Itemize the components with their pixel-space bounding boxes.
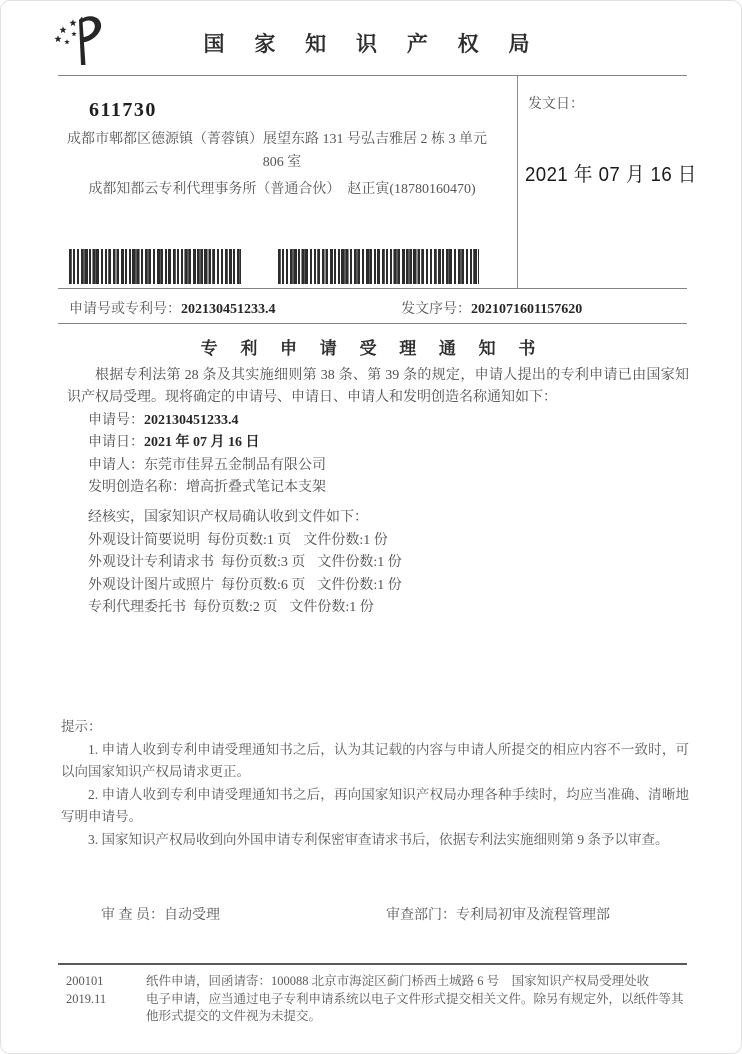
dispatch-box-divider [517, 75, 518, 288]
form-code: 200101 [66, 974, 104, 988]
doc-copies: 文件份数:1 份 [289, 600, 374, 616]
field-label: 申请人： [88, 457, 144, 473]
examiner-pair [101, 904, 220, 924]
doc-name: 外观设计简要说明 [88, 532, 200, 548]
dispatch-date-label: 发文日： [528, 97, 584, 112]
doc-copies: 文件份数:1 份 [303, 532, 388, 548]
paper-filing-note: 纸件申请，回函请寄：100088 北京市海淀区蓟门桥西土城路 6 号 国家知识产权局受理处收 [146, 974, 650, 988]
notice-fields [88, 410, 689, 500]
agency-line: 成都知都云专利代理事务所（普通合伙） 赵正寅(18780160470) [88, 182, 476, 197]
application-number-label: 申请号或专利号： [69, 302, 181, 317]
field-value: 增高折叠式笔记本支架 [186, 480, 326, 496]
received-item [88, 530, 689, 552]
doc-pages: 每份页数:6 页 [221, 577, 306, 593]
received-item [88, 552, 689, 574]
examiner-value: 自动受理 [164, 908, 220, 923]
doc-pages: 每份页数:3 页 [221, 555, 306, 571]
serial-number-label: 发文序号： [401, 302, 471, 317]
field-label: 申请号： [88, 412, 144, 428]
department-label: 审查部门： [386, 908, 456, 923]
tip-item: 1. 申请人收到专利申请受理通知书之后，认为其记载的内容与申请人所提交的相应内容不一致时，可以向国家知识产权局请求更正。 [61, 741, 689, 779]
received-intro: 经核实，国家知识产权局确认收到文件如下： [88, 510, 368, 526]
department-pair [386, 904, 610, 924]
doc-copies: 文件份数:1 份 [317, 555, 402, 571]
postal-code: 611730 [89, 99, 157, 121]
dispatch-date-stamp: 2021 年 07 月 16 日 [525, 164, 697, 186]
doc-copies: 文件份数:1 份 [317, 577, 402, 593]
footer [58, 973, 687, 1026]
tips-section [61, 716, 689, 851]
field-label: 申请日： [88, 435, 144, 451]
recipient-block [67, 99, 497, 198]
application-number-row [69, 298, 276, 318]
tips-heading: 提示： [61, 719, 102, 734]
notice-title: 专 利 申 请 受 理 通 知 书 [200, 339, 545, 358]
application-number-value: 202130451233.4 [181, 302, 276, 317]
barcode-left [69, 249, 241, 284]
field-label: 发明创造名称： [88, 480, 186, 496]
tip-item: 3. 国家知识产权局收到向外国申请专利保密审查请求书后，依据专利法实施细则第 9 条予以审查。 [88, 831, 669, 847]
doc-pages: 每份页数:2 页 [193, 600, 278, 616]
form-version: 2019.11 [66, 991, 107, 1006]
divider-under-meta [58, 323, 687, 324]
notice-intro: 根据专利法第 28 条及其实施细则第 38 条、第 39 条的规定，申请人提出的专利申请已由国家知识产权局受理。现将确定的申请号、申请日、申请人和发明创造名称通知如下： [67, 368, 689, 406]
doc-name: 外观设计专利请求书 [88, 555, 214, 571]
examiner-label: 审 查 员： [101, 908, 164, 923]
footer-rule [58, 963, 687, 965]
doc-name: 专利代理委托书 [88, 600, 186, 616]
field-application-number [88, 410, 689, 432]
org-title: 国 家 知 识 产 权 局 [203, 33, 542, 56]
received-documents [88, 507, 689, 619]
serial-number-row [401, 298, 582, 318]
notice-body [67, 365, 689, 619]
barcode-right [278, 249, 479, 284]
department-value: 专利局初审及流程管理部 [456, 908, 610, 923]
doc-name: 外观设计图片或照片 [88, 577, 214, 593]
tip-item: 2. 申请人收到专利申请受理通知书之后，再向国家知识产权局办理各种手续时，均应当准确、清晰地写明申请号。 [61, 786, 689, 824]
field-invention-title [88, 477, 689, 499]
recipient-address-line2: 806 室 [262, 155, 302, 170]
doc-pages: 每份页数:1 页 [207, 532, 292, 548]
serial-number-value: 2021071601157620 [471, 302, 583, 317]
field-value: 202130451233.4 [144, 412, 239, 428]
field-filing-date [88, 432, 689, 454]
field-value: 东莞市佳昇五金制品有限公司 [144, 457, 326, 473]
field-applicant [88, 455, 689, 477]
field-value: 2021 年 07 月 16 日 [144, 435, 260, 451]
received-item [88, 597, 689, 619]
header-rule [58, 75, 687, 76]
divider-under-barcodes [58, 288, 687, 289]
recipient-address-line1: 成都市郫都区德源镇（菁蓉镇）展望东路 131 号弘吉雅居 2 栋 3 单元 [67, 132, 487, 147]
e-filing-note: 电子申请，应当通过电子专利申请系统以电子文件形式提交相关文件。除另有规定外，以纸件等其他形式提交的文件视为未提交。 [146, 991, 684, 1023]
received-item [88, 575, 689, 597]
